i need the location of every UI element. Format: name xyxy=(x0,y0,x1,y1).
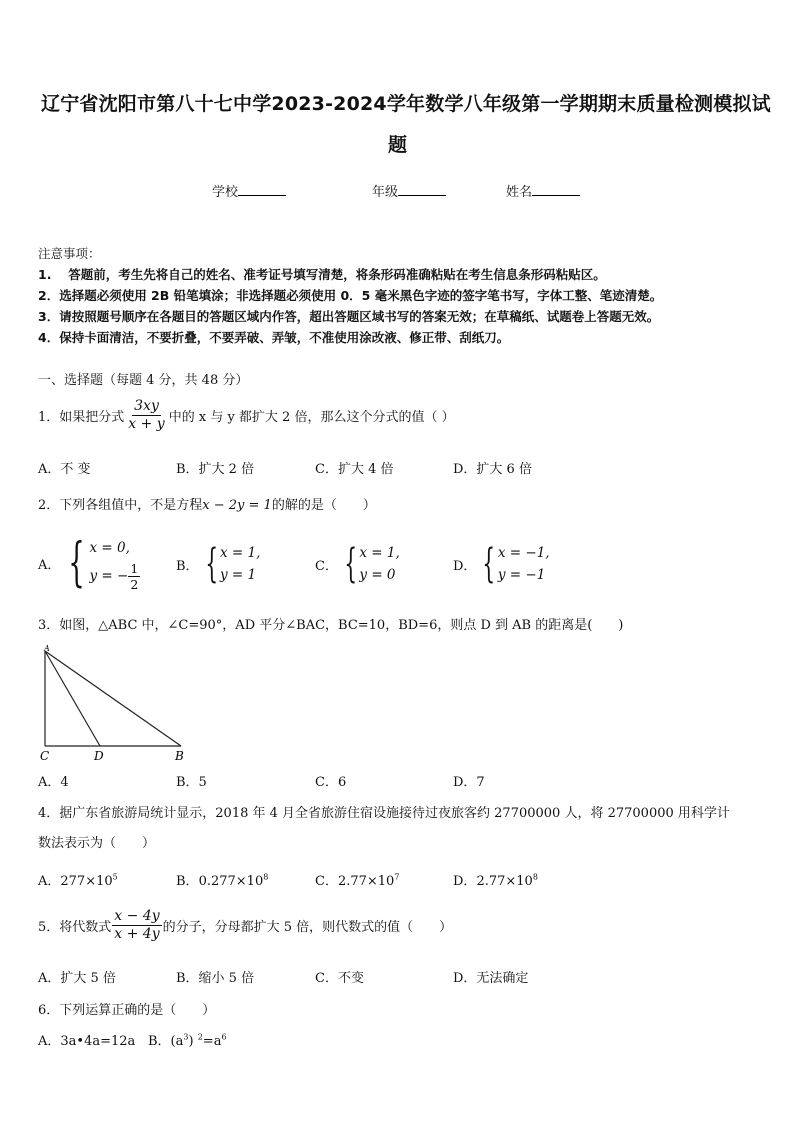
q6-b-exp: 2 xyxy=(197,1032,203,1042)
question-4-line1: 4．据广东省旅游局统计显示，2018 年 4 月全省旅游住宿设施接待过夜旅客约 27700000 人，将 27700000 用科学计 xyxy=(38,806,730,821)
q2-label-d: D． xyxy=(453,558,477,574)
q2-equation: x − 2y = 1 xyxy=(202,498,272,513)
q1-option-d: D．扩大 6 倍 xyxy=(453,462,532,477)
q1-option-c: C．扩大 4 倍 xyxy=(315,462,394,477)
q1-fraction xyxy=(126,398,166,433)
school-blank xyxy=(238,183,286,196)
exam-title-line1: 辽宁省沈阳市第八十七中学2023-2024学年数学八年级第一学期期末质量检测模拟试 xyxy=(41,93,771,115)
q1-denominator: x + y xyxy=(128,416,165,432)
label-a: A xyxy=(44,644,50,653)
label-b: B xyxy=(175,749,184,763)
q4-exponent-c: 7 xyxy=(394,872,400,882)
q6-b-part: ) xyxy=(188,1034,194,1049)
side-ab xyxy=(45,651,181,746)
school-label: 学校 xyxy=(212,185,239,200)
q4-mantissa-b: 0.277×10 xyxy=(198,874,264,889)
question-3: 3．如图，△ABC 中，∠C=90°，AD 平分∠BAC，BC=10，BD=6，则点 D 到 AB 的距离是( ) xyxy=(38,618,624,633)
school-field xyxy=(212,181,286,200)
q5-numerator: x − 4y xyxy=(114,908,160,924)
q2-a-x: x = 0, xyxy=(89,539,130,556)
q5-prefix: 5．将代数式 xyxy=(38,920,112,935)
name-label: 姓名 xyxy=(506,185,533,200)
q2-d-y: y = −1 xyxy=(497,567,546,583)
note-item: 4．保持卡面清洁，不要折叠，不要弄破、弄皱，不准使用涂改液、修正带、刮纸刀。 xyxy=(38,330,510,345)
q2-option-d xyxy=(453,541,550,587)
q2-c-x: x = 1, xyxy=(359,545,400,561)
q5-fraction xyxy=(112,908,161,943)
label-c: C xyxy=(40,749,50,763)
q1-option-b: B．扩大 2 倍 xyxy=(176,462,255,477)
q2-suffix: 的解的是（ ） xyxy=(271,498,376,513)
q2-c-y: y = 0 xyxy=(359,567,396,583)
q5-suffix: 的分子，分母都扩大 5 倍，则代数式的值（ ） xyxy=(162,920,453,935)
q5-option-d: D．无法确定 xyxy=(453,971,529,986)
q2-system-a xyxy=(60,535,140,592)
exam-title-line2: 题 xyxy=(388,134,408,156)
question-1 xyxy=(38,398,455,433)
q5-option-b: B．缩小 5 倍 xyxy=(176,971,255,986)
q2-option-c xyxy=(315,541,400,587)
section-heading: 一、选择题（每题 4 分，共 48 分） xyxy=(38,373,249,388)
q6-b-exp: 3 xyxy=(183,1032,189,1042)
q2-system-b xyxy=(199,542,261,586)
brace-icon: { xyxy=(482,541,496,587)
q5-option-a: A．扩大 5 倍 xyxy=(38,971,116,986)
q4-exponent-b: 8 xyxy=(263,872,269,882)
q6-option-a: A．3a•4a=12a xyxy=(38,1034,136,1049)
q2-system-d xyxy=(476,542,549,586)
q6-b-exp: 6 xyxy=(221,1032,227,1042)
q2-d-x: x = −1, xyxy=(497,545,550,561)
q2-a-num: 1 xyxy=(130,560,139,576)
grade-blank xyxy=(398,183,446,196)
q3-option-a: A．4 xyxy=(38,775,69,790)
name-blank xyxy=(532,183,580,196)
q1-option-a: A．不 变 xyxy=(38,462,91,477)
q4-mantissa-a: 277×10 xyxy=(60,874,113,889)
label-d: D xyxy=(94,749,104,763)
question-5 xyxy=(38,908,452,943)
note-item: 1. 答题前，考生先将自己的姓名、准考证号填写清楚，将条形码准确粘贴在考生信息条形码粘贴区。 xyxy=(38,267,606,282)
q2-system-c xyxy=(338,542,400,586)
q1-numerator: 3xy xyxy=(134,398,159,414)
brace-icon: { xyxy=(68,533,86,593)
q1-suffix: 中的 x 与 y 都扩大 2 倍，那么这个分式的值（ ） xyxy=(168,410,455,425)
triangle-figure xyxy=(36,642,196,766)
brace-icon: { xyxy=(204,541,218,587)
q4-option-c xyxy=(315,870,399,889)
q6-b-part: =a xyxy=(202,1034,222,1049)
q1-prefix: 1．如果把分式 xyxy=(38,410,125,425)
q2-option-a xyxy=(38,533,140,593)
q4-label-c: C． xyxy=(315,874,338,889)
notes-heading: 注意事项： xyxy=(38,246,101,261)
q4-label-b: B． xyxy=(176,874,199,889)
note-item: 3．请按照题号顺序在各题目的答题区域内作答，超出答题区域书写的答案无效；在草稿纸、试题卷上答题无效。 xyxy=(38,309,660,324)
q2-label-a: A． xyxy=(38,557,61,573)
note-item: 2．选择题必须使用 2B 铅笔填涂；非选择题必须使用 0．5 毫米黑色字迹的签字笔书写，字体工整、笔迹清楚。 xyxy=(38,288,663,303)
q5-option-c: C．不变 xyxy=(315,971,364,986)
q3-option-c: C．6 xyxy=(315,775,347,790)
q4-mantissa-d: 2.77×10 xyxy=(476,874,533,889)
q4-option-d xyxy=(453,870,538,889)
brace-icon: { xyxy=(344,541,358,587)
q4-mantissa-c: 2.77×10 xyxy=(337,874,395,889)
q2-a-y: y = − xyxy=(89,568,129,584)
grade-field xyxy=(372,181,446,200)
grade-label: 年级 xyxy=(372,185,399,200)
question-2 xyxy=(38,494,376,513)
q2-b-x: x = 1, xyxy=(220,545,261,561)
q6-b-part: B．(a xyxy=(148,1034,184,1049)
q4-label-d: D． xyxy=(453,874,477,889)
q2-a-den: 2 xyxy=(130,576,139,592)
name-field xyxy=(506,181,580,200)
question-4-line2: 数法表示为（ ） xyxy=(38,836,156,851)
q2-label-b: B． xyxy=(176,558,199,574)
q4-exponent-d: 8 xyxy=(532,872,538,882)
q3-option-d: D．7 xyxy=(453,775,485,790)
q2-label-c: C． xyxy=(315,558,338,574)
q3-option-b: B．5 xyxy=(176,775,207,790)
q5-denominator: x + 4y xyxy=(114,926,160,942)
q2-prefix: 2．下列各组值中，不是方程 xyxy=(38,498,203,513)
segment-ad xyxy=(45,651,100,746)
q2-option-b xyxy=(176,541,260,587)
q4-option-a xyxy=(38,870,118,889)
question-6: 6．下列运算正确的是（ ） xyxy=(38,1003,216,1018)
q4-exponent-a: 5 xyxy=(112,872,118,882)
q4-option-b xyxy=(176,870,268,889)
q4-label-a: A． xyxy=(38,874,61,889)
q2-b-y: y = 1 xyxy=(220,567,257,583)
q2-a-fraction xyxy=(128,561,140,592)
q6-option-b xyxy=(148,1030,227,1049)
